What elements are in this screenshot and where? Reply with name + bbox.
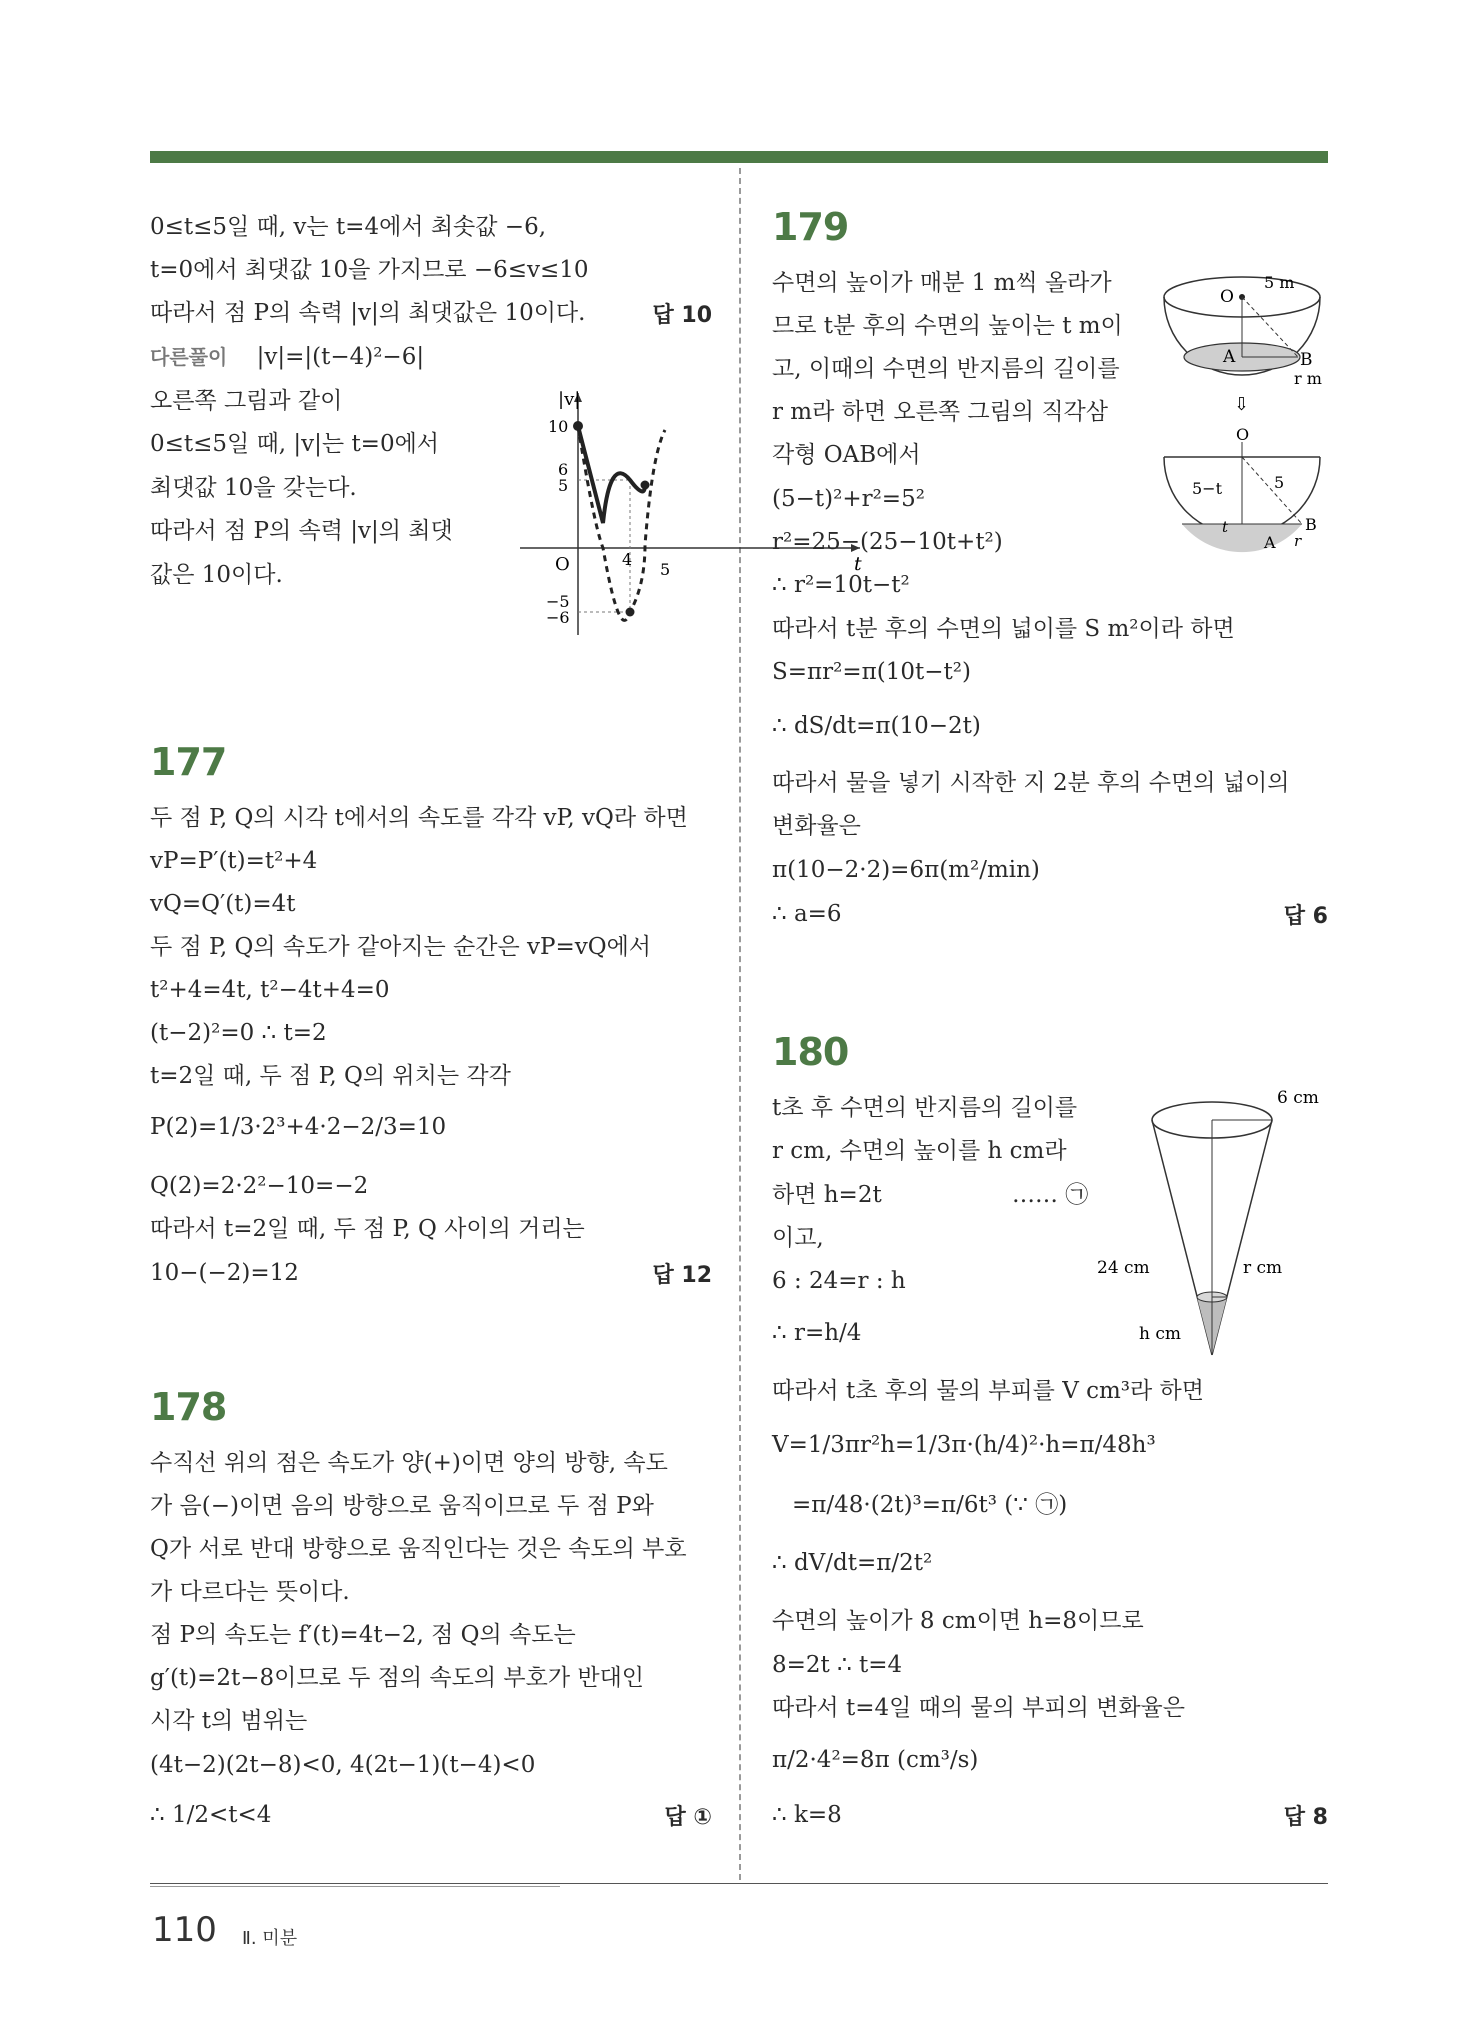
text-line: 따라서 점 P의 속력 |v|의 최댓값은 10이다. (150, 300, 586, 326)
y-tick: 5 (558, 476, 569, 495)
text-line: 하면 h=2t (772, 1182, 882, 1208)
text-line: 가 음(−)이면 음의 방향으로 움직이므로 두 점 P와 (150, 1493, 654, 1519)
answer-label: 답 10 (652, 303, 712, 328)
footer-rule (150, 1883, 1328, 1884)
v-curve-dashed (578, 426, 665, 620)
hemisphere-figure (1160, 262, 1330, 552)
label-five: 5 (1274, 473, 1285, 492)
x-tick: 5 (660, 560, 671, 579)
text-line: (4t−2)(2t−8)<0, 4(2t−1)(t−4)<0 (150, 1752, 536, 1778)
text-line: 따라서 t분 후의 수면의 넓이를 S m²이라 하면 (772, 616, 1235, 642)
text-line: 두 점 P, Q의 시각 t에서의 속도를 각각 vP, vQ라 하면 (150, 805, 688, 831)
equation-marker: …… ㉠ (1012, 1182, 1089, 1208)
x-tick: 4 (622, 550, 633, 569)
text-line: 변화율은 (772, 813, 861, 839)
answer-label: 답 ① (664, 1805, 712, 1830)
text-line: 각형 OAB에서 (772, 442, 921, 468)
text-line: (t−2)²=0 ∴ t=2 (150, 1020, 327, 1046)
label-five-minus-t: 5−t (1192, 479, 1223, 498)
text-line: ∴ dS/dt=π(10−2t) (772, 713, 981, 739)
text-line: =π/48·(2t)³=π/6t³ (∵ ㉠) (792, 1492, 1068, 1518)
text-line: 고, 이때의 수면의 반지름의 길이를 (772, 356, 1120, 382)
problem-number: 178 (150, 1385, 227, 1429)
text-line: 10−(−2)=12 (150, 1260, 299, 1286)
text-line: 오른쪽 그림과 같이 (150, 388, 343, 414)
problem-number: 179 (772, 205, 849, 249)
alt-formula: |v|=|(t−4)²−6| (256, 344, 425, 370)
header-bar (150, 151, 1328, 163)
y-tick: 6 (558, 460, 569, 479)
answer-label: 답 12 (652, 1263, 712, 1288)
y-tick: −6 (546, 608, 570, 627)
text-line: (5−t)²+r²=5² (772, 486, 925, 512)
y-tick: 10 (548, 417, 569, 436)
footer-rule-accent (150, 1886, 560, 1887)
label-radius: 5 m (1264, 273, 1295, 292)
text-line: 이고, (772, 1225, 824, 1251)
text-line: 따라서 t=2일 때, 두 점 P, Q 사이의 거리는 (150, 1216, 585, 1242)
label-top-radius: 6 cm (1277, 1088, 1319, 1108)
text-line: 가 다르다는 뜻이다. (150, 1579, 350, 1605)
text-line: V=1/3πr²h=1/3π·(h/4)²·h=π/48h³ (772, 1432, 1156, 1458)
text-line: r²=25−(25−10t+t²) (772, 529, 1003, 555)
label-o2: O (1236, 425, 1250, 444)
down-arrow-icon: ⇩ (1234, 394, 1250, 415)
text-line: t²+4=4t, t²−4t+4=0 (150, 977, 390, 1003)
text-line: Q(2)=2·2²−10=−2 (150, 1173, 369, 1199)
cone-figure (1097, 1085, 1327, 1365)
text-line: 따라서 점 P의 속력 |v|의 최댓 (150, 518, 453, 544)
hypotenuse-2 (1242, 457, 1302, 524)
text-line: ∴ r²=10t−t² (772, 572, 910, 598)
label-r2: r (1294, 532, 1302, 550)
label-h: h cm (1139, 1324, 1181, 1344)
text-line: 0≤t≤5일 때, v는 t=4에서 최솟값 −6, (150, 214, 547, 240)
origin-label: O (555, 554, 570, 575)
max-point (573, 421, 583, 431)
alt-solution-heading (150, 342, 424, 372)
problem-number: 180 (772, 1030, 849, 1074)
end-point (641, 481, 650, 490)
text-line: t=0에서 최댓값 10을 가지므로 −6≤v≤10 (150, 257, 589, 283)
text-line: 따라서 t=4일 때의 물의 부피의 변화율은 (772, 1695, 1185, 1721)
alt-solution-label: 다른풀이 (150, 345, 228, 369)
text-line: 므로 t분 후의 수면의 높이는 t m이 (772, 313, 1123, 339)
text-line: t초 후 수면의 반지름의 길이를 (772, 1095, 1078, 1121)
text-line: 따라서 물을 넣기 시작한 지 2분 후의 수면의 넓이의 (772, 770, 1290, 796)
x-axis-label: t (854, 553, 862, 575)
answer-label: 답 8 (1283, 1805, 1328, 1830)
y-tick: −5 (546, 592, 570, 611)
text-line: t=2일 때, 두 점 P, Q의 위치는 각각 (150, 1063, 511, 1089)
text-line: 수직선 위의 점은 속도가 양(+)이면 양의 방향, 속도 (150, 1450, 668, 1476)
text-line: ∴ 1/2<t<4 (150, 1802, 272, 1828)
label-r: r m (1294, 369, 1322, 388)
text-line: g′(t)=2t−8이므로 두 점의 속도의 부호가 반대인 (150, 1665, 645, 1691)
label-o: O (1220, 287, 1234, 307)
text-line: 0≤t≤5일 때, |v|는 t=0에서 (150, 431, 440, 457)
text-line: ∴ a=6 (772, 901, 842, 927)
label-a: A (1223, 347, 1236, 367)
text-line: vP=P′(t)=t²+4 (150, 848, 318, 874)
text-line: S=πr²=π(10t−t²) (772, 659, 971, 685)
text-line: r m라 하면 오른쪽 그림의 직각삼 (772, 399, 1108, 425)
label-t: t (1222, 518, 1229, 536)
label-a2: A (1264, 533, 1276, 552)
label-b: B (1300, 350, 1313, 370)
text-line: 최댓값 10을 갖는다. (150, 475, 357, 501)
water-section (1182, 524, 1302, 552)
text-line: vQ=Q′(t)=4t (150, 891, 296, 917)
text-line: 6 : 24=r : h (772, 1268, 906, 1294)
text-line: ∴ k=8 (772, 1802, 842, 1828)
text-line: r cm, 수면의 높이를 h cm라 (772, 1138, 1067, 1164)
text-line: 따라서 t초 후의 물의 부피를 V cm³라 하면 (772, 1378, 1204, 1404)
min-point (626, 608, 635, 617)
text-line: ∴ dV/dt=π/2t² (772, 1550, 933, 1576)
text-line: π/2·4²=8π (cm³/s) (772, 1747, 979, 1773)
answer-label: 답 6 (1283, 904, 1328, 929)
y-axis-label: |v| (558, 389, 581, 410)
text-line: π(10−2·2)=6π(m²/min) (772, 857, 1040, 883)
text-line: 8=2t ∴ t=4 (772, 1652, 903, 1678)
text-line: 수면의 높이가 8 cm이면 h=8이므로 (772, 1608, 1144, 1634)
abs-v-curve (578, 426, 645, 523)
text-line: 점 P의 속도는 f′(t)=4t−2, 점 Q의 속도는 (150, 1622, 576, 1648)
chapter-label: Ⅱ. 미분 (242, 1928, 298, 1949)
problem-number: 177 (150, 740, 227, 784)
text-line: Q가 서로 반대 방향으로 움직인다는 것은 속도의 부호 (150, 1536, 687, 1562)
text-line: ∴ r=h/4 (772, 1320, 862, 1346)
text-line: 시각 t의 범위는 (150, 1708, 308, 1734)
label-height: 24 cm (1097, 1258, 1150, 1278)
label-r: r cm (1243, 1258, 1283, 1278)
text-line: 두 점 P, Q의 속도가 같아지는 순간은 vP=vQ에서 (150, 934, 652, 960)
text-line: P(2)=1/3·2³+4·2−2/3=10 (150, 1114, 447, 1140)
text-line: 값은 10이다. (150, 562, 283, 588)
page-number: 110 (152, 1910, 217, 1950)
text-line: 수면의 높이가 매분 1 m씩 올라가 (772, 270, 1112, 296)
label-b2: B (1305, 515, 1317, 534)
